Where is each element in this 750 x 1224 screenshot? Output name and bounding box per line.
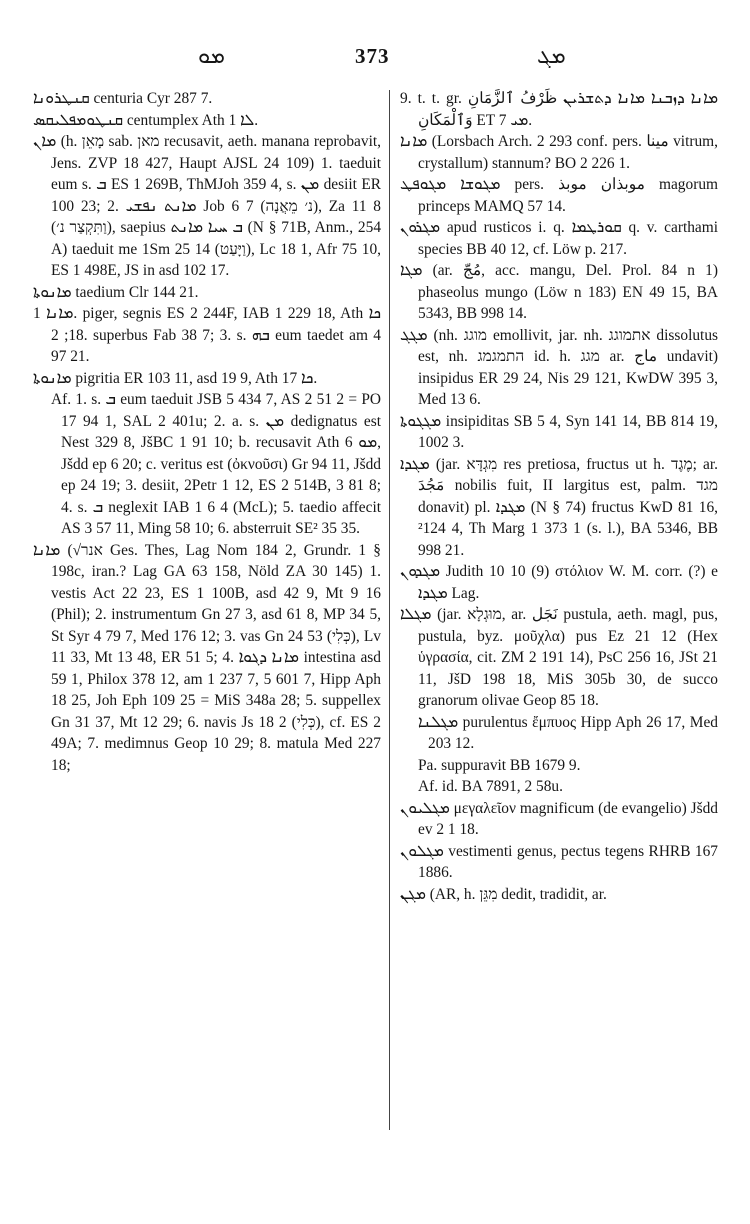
- dictionary-entry: ܡܓܓ (nh. מוגג emollivit, jar. nh. אתמוגג dissolutus est, nh. התמגמג id. h. מגג ar. ماج undavit) insipidus ER 29 24, Nis 29 121, KwDW 395 3, Med 13 6.: [400, 326, 719, 408]
- dictionary-entry: ܡܐܢܐ 1. piger, segnis ES 2 244F, IAB 1 229 18, Ath ܟܐ 18; 2. superbus Fab 38 7; 3. s. ܒܗ eum taedet am 4 97 21.: [33, 305, 382, 365]
- dictionary-entry: ܡܓܠܘܢ vestimenti genus, pectus tegens RHRB 167 1886.: [400, 842, 718, 881]
- dictionary-entry: ܡܐܢܐ (Lorsbach Arch. 2 293 conf. pers. مينا vitrum, crystallum) stannum? BO 2 226 1.: [400, 133, 718, 172]
- left-column: [33, 88, 381, 776]
- right-column: [400, 88, 718, 905]
- dictionary-entry: ܡܐܢܘܬܐ pigritia ER 103 11, asd 19 9, Ath ܟܐ 17.: [33, 369, 318, 387]
- dictionary-entry: ܡܓܢ (AR, h. מִגֵּן dedit, tradidit, ar.: [400, 885, 607, 903]
- dictionary-entry: ܡܓܘܫܐ ܡܓܘܦܛ pers. موبذان موبذ magorum princeps MAMQ 57 14.: [400, 176, 718, 215]
- dictionary-entry: 9. t. t. gr. ܡܐܢܐ ܕܙܒܢܐ ܡܐܢܐ ܕܬܫܪܝܢ ظَرْفُ ٱلزَّمَانِ وَٱلْمَكَانِ ET ܡܝ 7.: [400, 90, 718, 129]
- left-running-head: ܡܘ: [198, 44, 225, 69]
- dictionary-entry: ܡܓܠܢܐ purulentus ἔμπυος Hipp Aph 26 17, Med 203 12.: [418, 713, 718, 752]
- right-running-head: ܡܓ: [537, 44, 566, 69]
- dictionary-entry: ܡܓܠܐ (jar. מוּגְלָא, ar. نَجَل pustula, aeth. magl, pus, pustula, byz. μοῦχλα) pus Ez 21 12 (Hex ὑγρασία, cit. ZM 2 191 14), PsC 256 16, JSt 21 11, JšD 198 18, MiS 305b 30, de succo granorum olivae Geop 85 18.: [400, 606, 718, 709]
- dictionary-entry: ܡܓܕܐ (jar. מִגְדָּא res pretiosa, fructus ut h. מֶגֶד; ar. مَجُدَ nobilis fuit, II largitus est, palm. מגד donavit) pl. ܡܓܕܐ (N § 74) fructus KwD 81 16, ²124 4, Th Marg 1 373 1 (s. l.), BA 5346, BB 998 21.: [400, 455, 719, 559]
- dictionary-entry: ܡܓܪܘܢ apud rusticos i. q. ܩܘܪܛܡܐ q. v. carthami species BB 40 12, cf. Löw p. 217.: [400, 219, 719, 258]
- dictionary-entry: ܡܓܠܝܘܢ μεγαλεῖον magnificum (de evangelio) Jšdd ev 2 1 18.: [400, 799, 718, 838]
- column-divider: [389, 90, 390, 1130]
- dictionary-entry: ܡܐܢܐ (√אנר Ges. Thes, Lag Nom 184 2, Grundr. 1 § 198c, iran.? Lag GA 63 158, Nöld ZA 30 145) 1. vestis Act 22 23, ES 1 100B, asd 42 9, Mt 9 16 (Phil); 2. instrumentum Gn 27 3, asd 61 8, MP 34 5, St Syr 4 79 7, Med 176 12; 3. vas Gn 24 53 (כְּלִי), Lv 11 33, Mt 13 48, ER 51 5; 4. ܡܐܢܐ ܕܓܘܐ intestina asd 59 1, Philox 378 12, am 1 237 7, 5 601 7, Hipp Aph 18 25, Joh Eph 109 25 = MiS 348a 28; 5. suppellex Gn 31 37, Mt 12 29; 6. navis Js 18 2 (כְּלִי), cf. ES 2 49A; 7. medimnus Geop 10 29; 8. matula Med 227 18;: [33, 541, 382, 774]
- page-header: [0, 44, 750, 74]
- dictionary-entry: ܡܐܢܘܬܐ taedium Clr 144 21.: [33, 283, 199, 301]
- page-number: 373: [355, 44, 390, 68]
- dictionary-entry: ܡܓܐ (ar. مُجّ, acc. mangu, Del. Prol. 84 n 1) phaseolus mungo (Löw n 183) EN 49 15, BA 5343, BB 998 14.: [400, 262, 718, 322]
- dictionary-entry: ܡܓܕܘܢ Judith 10 10 (9) στόλιον W. M. corr. (?) e ܡܓܕܐ Lag.: [400, 563, 718, 602]
- dictionary-entry: ܡܓܓܘܬܐ insipiditas SB 5 4, Syn 141 14, BB 814 19, 1002 3.: [400, 412, 718, 451]
- dictionary-entry: Pa. suppuravit BB 1679 9.: [418, 756, 581, 774]
- dictionary-entry: ܩܢܛܪܘܢܐ centuria Cyr 287 7.: [33, 90, 213, 107]
- dictionary-entry: ܩܢܛܘܡܦܠܝܩܣ centumplex Ath ܠܐ 1.: [33, 111, 259, 129]
- dictionary-entry: Af. 1. s. ܒ eum taeduit JSB 5 434 7, AS 2 51 2 = PO 17 94 1, SAL 2 401u; 2. a. s. ܡܢ dedignatus est Nest 329 8, JšBC 1 91 10; b. recusavit Ath ܡܘ 6, Jšdd ep 6 20; c. veritus est (ὀκνοῦσι) Gr 94 11, Jšdd ep 24 19; 3. desiit, 2Petr 1 12, ES 2 514B, 3 81 8; 4. s. ܒ neglexit IAB 1 6 4 (McL); 5. taedio affecit AS 3 57 11, Ming 58 10; 6. absterruit SE² 35 35.: [51, 391, 382, 537]
- dictionary-entry: Af. id. BA 7891, 2 58u.: [418, 778, 563, 795]
- dictionary-entry: ܡܐܢ (h. מָאֵן sab. מאן recusavit, aeth. manana reprobavit, Jens. ZVP 18 427, Haupt AJSL 24 109) 1. taeduit eum s. ܒ ES 1 269B, ThMJoh 359 4, s. ܡܢ desiit ER 100 23; 2. ܡܐܢܬ ܢܦܫܝ Job 6 7 (נ׳ מֵאֲנָה), Za 11 8 (וַתִּקְצַר נ׳), saepius ܒ ܚܝܐ ܡܐܢܬ (N § 71B, Anm., 254 A) taeduit me 1Sm 25 14 (וַיָּעַט), Lc 18 1, Afr 75 10, ES 1 498E, JS in asd 102 17.: [33, 133, 382, 279]
